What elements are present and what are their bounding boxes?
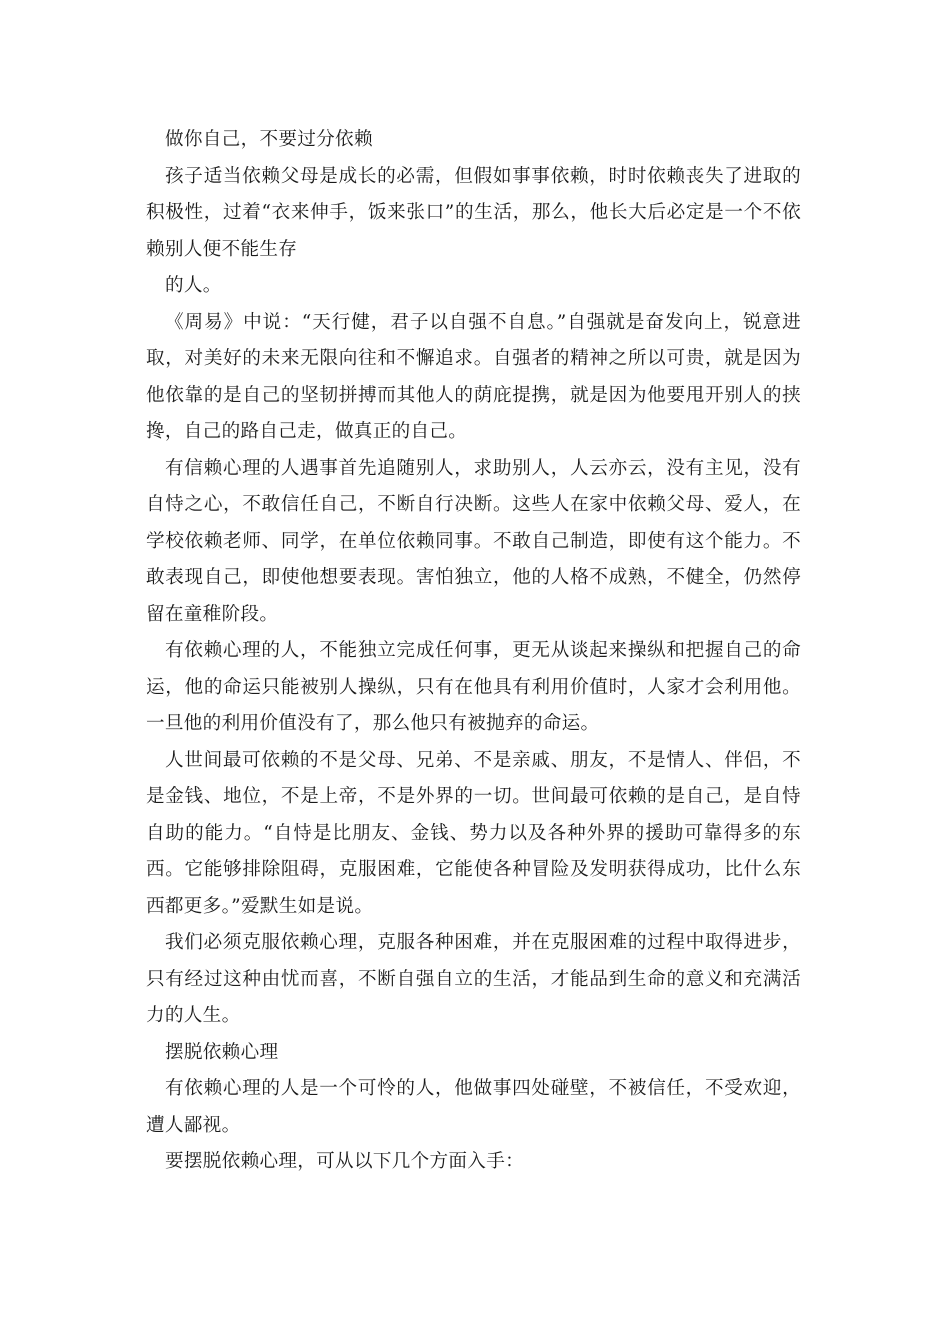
paragraph-7: 有依赖心理的人是一个可怜的人，他做事四处碰壁，不被信任，不受欢迎，遭人鄙视。 [146, 1078, 801, 1136]
paragraph-6: 我们必须克服依赖心理，克服各种困难，并在克服困难的过程中取得进步，只有经过这种由忧而喜，不断自强自立的生活，才能品到生命的意义和充满活力的人生。 [146, 932, 801, 1026]
paragraph-2: 《周易》中说：“天行健，君子以自强不自息。”自强就是奋发向上，锐意进取，对美好的未来无限向往和不懈追求。自强者的精神之所以可贵，就是因为他依靠的是自己的坚韧拼搏而其他人的荫庇提携，就是因为他要甩开别人的挟搀，自己的路自己走，做真正的自己。 [146, 311, 801, 442]
paragraph-4: 有依赖心理的人，不能独立完成任何事，更无从谈起来操纵和把握自己的命运，他的命运只能被别人操纵，只有在他具有利用价值时，人家才会利用他。一旦他的利用价值没有了，那么他只有被抛弃的命运。 [146, 640, 801, 734]
section-heading-escape-dependence: 摆脱依赖心理 [165, 1041, 279, 1063]
section-heading-be-yourself: 做你自己，不要过分依赖 [165, 129, 373, 150]
paragraph-1-continuation: 的人。 [165, 275, 222, 296]
paragraph-5: 人世间最可依赖的不是父母、兄弟、不是亲戚、朋友，不是情人、伴侣，不是金钱、地位，不是上帝，不是外界的一切。世间最可依赖的是自己，是自恃自助的能力。“自恃是比朋友、金钱、势力以及各种外界的援助可靠得多的东西。它能够排除阻碍，克服困难，它能使各种冒险及发明获得成功，比什么东西都更多。”爱默生如是说。 [146, 749, 801, 917]
paragraph-1: 孩子适当依赖父母是成长的必需，但假如事事依赖，时时依赖丧失了进取的积极性，过着“衣来伸手，饭来张口”的生活，那么，他长大后必定是一个不依赖别人便不能生存 [146, 165, 801, 260]
paragraph-3: 有信赖心理的人遇事首先追随别人，求助别人，人云亦云，没有主见，没有自恃之心，不敢信任自己，不断自行决断。这些人在家中依赖父母、爱人，在学校依赖老师、同学，在单位依赖同事。不敢自己制造，即使有这个能力。不敢表现自己，即使他想要表现。害怕独立，他的人格不成熟，不健全，仍然停留在童稚阶段。 [146, 457, 801, 625]
paragraph-8: 要摆脱依赖心理，可从以下几个方面入手： [165, 1151, 524, 1172]
document-body [146, 122, 801, 1181]
